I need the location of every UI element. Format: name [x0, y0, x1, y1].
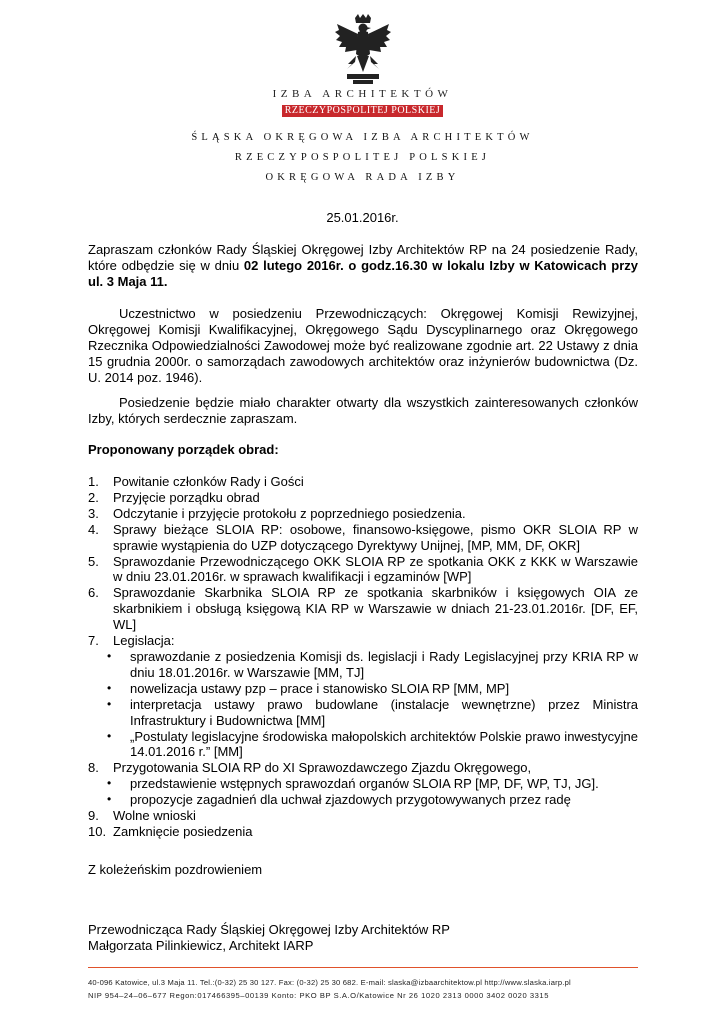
bullet-icon: • — [107, 696, 112, 711]
agenda-subitem-text: sprawozdanie z posiedzenia Komisji ds. legislacji i Rady Legislacyjnej przy KRIA RP w dniu 18.01.2016r. w Warszawie [MM, TJ] — [130, 648, 638, 680]
agenda-item — [88, 522, 638, 554]
agenda-subitem-text: propozycje zagadnień dla uchwał zjazdowych przygotowywanych przez radę — [130, 792, 571, 808]
invitation-text: Zapraszam członków Rady Śląskiej Okręgowej Izby Architektów RP na 24 posiedzenie Rady, które odbędzie się w dniu — [88, 242, 638, 273]
agenda-item-text: Sprawozdanie Przewodniczącego OKK SLOIA RP ze spotkania OKK z KKK w Warszawie w dniu 23.01.2016r. w sprawach kwalifikacji i egzaminów [WP] — [113, 553, 638, 585]
agenda-item — [88, 585, 638, 633]
logo-izba-text: IZBA ARCHITEKTÓW — [272, 88, 453, 100]
participation-paragraph: Uczestnictwo w posiedzeniu Przewodniczących: Okręgowej Komisji Rewizyjnej, Okręgowej Komisji Kwalifikacyjnej, Okręgowego Sądu Dyscyplinarnego oraz Okręgowego Rzecznika Odpowiedzialności Zawodowej może być realizowane zgodnie art. 22 Ustawy z dnia 15 grudnia 2000r. o samorządach zawodowych architektów oraz inżynierów budownictwa (Dz. U. 2014 poz. 1946). — [88, 306, 638, 385]
bullet-icon: • — [107, 792, 112, 807]
footer-divider — [88, 967, 638, 968]
agenda-item-text: Zamknięcie posiedzenia — [113, 823, 253, 839]
bullet-icon: • — [107, 728, 112, 743]
agenda-item — [88, 824, 638, 840]
agenda-item — [88, 490, 638, 506]
agenda-item-number: 10. — [88, 823, 107, 839]
agenda-subitem-text: interpretacja ustawy prawo budowlane (instalacje wewnętrzne) przez Ministra Infrastruktury i Budownictwa [MM] — [130, 696, 638, 728]
agenda-item — [88, 474, 638, 490]
header-line-3: OKRĘGOWA RADA IZBY — [265, 172, 460, 183]
closing-greeting: Z koleżeńskim pozdrowieniem — [88, 862, 263, 877]
agenda-item-text: Sprawy bieżące SLOIA RP: osobowe, finansowo-księgowe, pismo OKR SLOIA RP w sprawie wystąpienia do UZP dotyczącego Dyrektywy Unijnej, [MP, MM, DF, OKR] — [113, 521, 638, 553]
agenda-subitem — [88, 681, 638, 697]
agenda-item-text: Przygotowania SLOIA RP do XI Sprawozdawczego Zjazdu Okręgowego, — [113, 760, 532, 776]
footer-contact: 40-096 Katowice, ul.3 Maja 11. Tel.:(0-32) 25 30 127. Fax: (0-32) 25 30 682. E-mail: slaska@izbaarchitektow.pl http://www.slaska.iarp.pl — [88, 978, 571, 987]
header-line-2: RZECZYPOSPOLITEJ POLSKIEJ — [234, 152, 491, 163]
agenda-item-number: 6. — [88, 585, 99, 601]
footer-bank-details: NIP 954–24–06–677 Regon:017466395–00139 Konto: PKO BP S.A.O/Katowice Nr 26 1020 2313 0000 3402 0020 3315 — [88, 991, 549, 1000]
invitation-bold: 02 lutego 2016r. o godz.16.30 w lokalu Izby w Katowicach przy ul. 3 Maja 11. — [88, 258, 638, 289]
agenda-list — [88, 474, 638, 840]
agenda-item-number: 9. — [88, 808, 99, 824]
header-line-1: ŚLĄSKA OKRĘGOWA IZBA ARCHITEKTÓW — [191, 132, 534, 143]
signature-name: Małgorzata Pilinkiewicz, Architekt IARP — [88, 938, 314, 953]
agenda-subitem — [88, 792, 638, 808]
eagle-emblem-icon — [333, 14, 393, 86]
agenda-subitem-text: nowelizacja ustawy pzp – prace i stanowisko SLOIA RP [MM, MP] — [130, 680, 510, 696]
agenda-item-text: Legislacja: — [113, 633, 175, 649]
agenda-item-number: 7. — [88, 633, 99, 649]
agenda-item-number: 8. — [88, 760, 99, 776]
agenda-item-number: 5. — [88, 553, 99, 569]
logo — [0, 14, 725, 118]
agenda-item-text: Powitanie członków Rady i Gości — [113, 474, 304, 489]
signature-title: Przewodnicząca Rady Śląskiej Okręgowej Izby Architektów RP — [88, 922, 450, 937]
open-session-paragraph: Posiedzenie będzie miało charakter otwarty dla wszystkich zainteresowanych członków Izby, których serdecznie zapraszam. — [88, 395, 638, 426]
agenda-subitem — [88, 776, 638, 792]
bullet-icon: • — [107, 680, 112, 695]
agenda-item — [88, 760, 638, 776]
logo-rp-banner: RZECZYPOSPOLITEJ POLSKIEJ — [282, 105, 444, 117]
agenda-item-number: 2. — [88, 489, 99, 505]
agenda-item-number: 4. — [88, 521, 99, 537]
bullet-icon: • — [107, 648, 112, 663]
agenda-subitem — [88, 649, 638, 681]
document-date: 25.01.2016r. — [326, 210, 399, 225]
invitation-paragraph — [88, 242, 638, 290]
agenda-item — [88, 554, 638, 586]
agenda-title: Proponowany porządek obrad: — [88, 442, 279, 457]
agenda-item-text: Odczytanie i przyjęcie protokołu z poprzedniego posiedzenia. — [113, 505, 466, 521]
agenda-subitem-text: przedstawienie wstępnych sprawozdań organów SLOIA RP [MP, DF, WP, TJ, JG]. — [130, 776, 599, 792]
agenda-subitem — [88, 729, 638, 761]
agenda-item-text: Sprawozdanie Skarbnika SLOIA RP ze spotkania skarbników i księgowych OIA ze skarbnikiem i obsługą księgową KIA RP w Warszawie w dniach 21-23.01.2016r. [DF, EF, WL] — [113, 585, 638, 633]
agenda-item-number: 3. — [88, 505, 99, 521]
agenda-item — [88, 808, 638, 824]
agenda-subitem-text: „Postulaty legislacyjne środowiska małopolskich architektów Polskie prawo inwestycyjne 14.01.2016 r.” [MM] — [130, 728, 638, 760]
agenda-item-text: Przyjęcie porządku obrad — [113, 489, 260, 505]
agenda-item — [88, 633, 638, 649]
agenda-item — [88, 506, 638, 522]
agenda-item-text: Wolne wnioski — [113, 808, 196, 824]
bullet-icon: • — [107, 776, 112, 791]
agenda-subitem — [88, 697, 638, 729]
agenda-item-number: 1. — [88, 474, 99, 489]
